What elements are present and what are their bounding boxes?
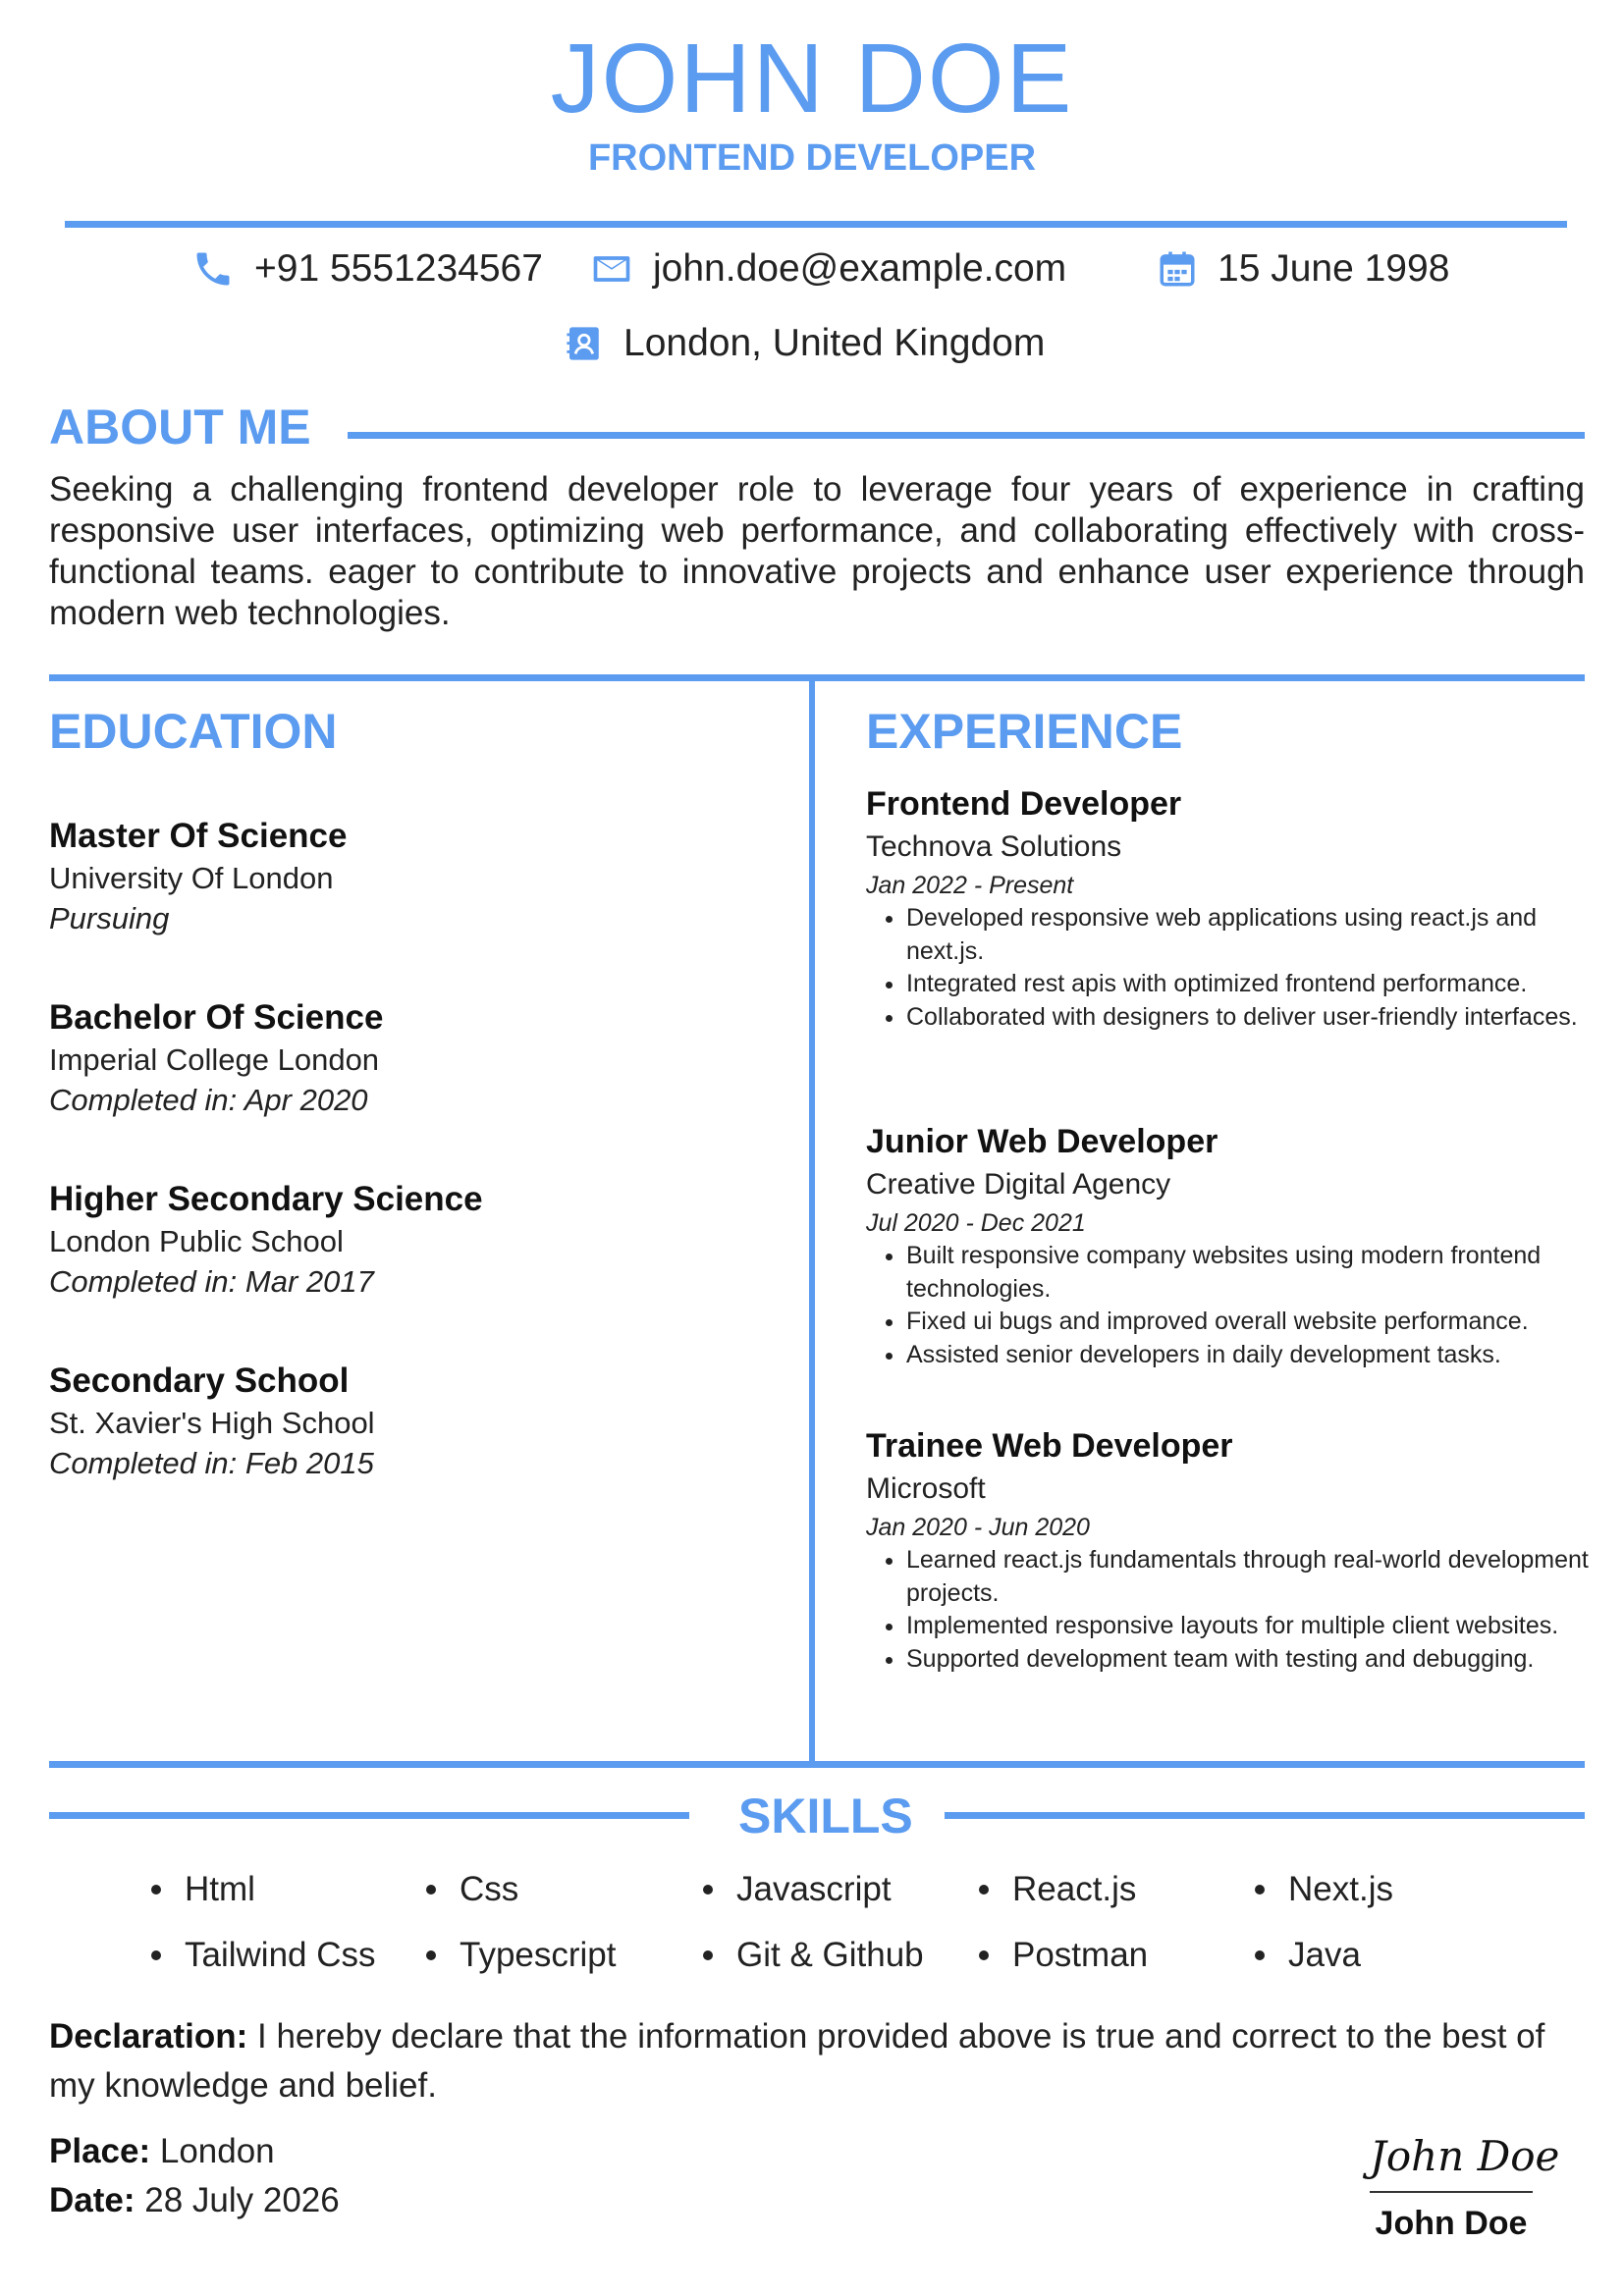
- calendar-icon: [1157, 247, 1198, 291]
- contact-email: [590, 247, 1066, 291]
- bullet-dot: [703, 1950, 713, 1960]
- declaration: [49, 2012, 1581, 2110]
- skill-item: [703, 1870, 892, 1909]
- declaration-text: I hereby declare that the information provided above is true and correct to the best of my knowledge and belief.: [49, 2017, 1545, 2105]
- place-value: London: [150, 2132, 275, 2170]
- experience-bullets: [866, 902, 1593, 1034]
- experience-bullet: • Integrated rest apis with optimized frontend performance.: [906, 968, 1593, 1001]
- experience-bullets: [866, 1240, 1593, 1371]
- skill-item: [151, 1870, 255, 1909]
- about-heading: ABOUT ME: [49, 400, 311, 454]
- education-item: [49, 996, 776, 1120]
- experience-company: Creative Digital Agency: [866, 1168, 1171, 1201]
- skill-item: [426, 1936, 617, 1975]
- skill-label: Git & Github: [736, 1936, 924, 1974]
- columns-top-divider: [49, 674, 1585, 681]
- skills-right-divider: [945, 1812, 1585, 1819]
- experience-dates: Jan 2022 - Present: [866, 872, 1074, 899]
- experience-bullet: • Assisted senior developers in daily development tasks.: [906, 1339, 1593, 1372]
- date-row: [49, 2181, 340, 2220]
- experience-dates: Jul 2020 - Dec 2021: [866, 1209, 1086, 1237]
- education-status: Completed in: Apr 2020: [49, 1083, 368, 1117]
- bullet-dot: [151, 1885, 161, 1895]
- date-of-birth: 15 June 1998: [1218, 247, 1450, 290]
- skill-label: Tailwind Css: [185, 1936, 376, 1974]
- job-title: FRONTEND DEVELOPER: [587, 137, 1037, 179]
- experience-role: Trainee Web Developer: [866, 1427, 1233, 1465]
- date-value: 28 July 2026: [135, 2181, 340, 2219]
- columns-vertical-divider: [809, 681, 815, 1761]
- skill-item: [1255, 1870, 1393, 1909]
- experience-item: [866, 782, 1593, 1034]
- education-item: [49, 815, 776, 938]
- email-address: john.doe@example.com: [653, 247, 1067, 290]
- skill-item: [979, 1870, 1136, 1909]
- candidate-name: JOHN DOE: [550, 24, 1074, 133]
- signature-name: John Doe: [1375, 2205, 1528, 2242]
- header-divider: [65, 221, 1567, 228]
- skill-label: Javascript: [736, 1870, 892, 1908]
- bullet-dot: [1255, 1885, 1265, 1895]
- skill-label: Java: [1288, 1936, 1361, 1974]
- education-degree: Master Of Science: [49, 817, 348, 855]
- declaration-label: Declaration:: [49, 2017, 248, 2056]
- education-degree: Higher Secondary Science: [49, 1180, 483, 1218]
- experience-bullet: • Collaborated with designers to deliver user-friendly interfaces.: [906, 1001, 1593, 1035]
- signature-script: John Doe: [1370, 2132, 1560, 2180]
- skill-item: [1255, 1936, 1361, 1975]
- bullet-dot: [979, 1950, 989, 1960]
- education-degree: Bachelor Of Science: [49, 998, 384, 1037]
- education-item: [49, 1360, 776, 1483]
- experience-company: Technova Solutions: [866, 830, 1122, 863]
- education-item: [49, 1178, 776, 1302]
- education-heading: EDUCATION: [49, 704, 338, 759]
- location-text: London, United Kingdom: [623, 322, 1046, 364]
- experience-dates: Jan 2020 - Jun 2020: [866, 1514, 1090, 1541]
- experience-item: [866, 1424, 1593, 1676]
- email-icon: [590, 247, 633, 291]
- bullet-dot: [703, 1885, 713, 1895]
- education-institution: University Of London: [49, 861, 334, 895]
- bullet-dot: [426, 1950, 436, 1960]
- contact-dob: [1157, 247, 1449, 291]
- skill-item: [426, 1870, 518, 1909]
- experience-bullet: • Fixed ui bugs and improved overall website performance.: [906, 1306, 1593, 1339]
- place-label: Place:: [49, 2132, 151, 2170]
- about-text: Seeking a challenging frontend developer role to leverage four years of experience in crafting responsive user interfaces, optimizing web performance, and collaborating effectively with cross-functional teams. eager to contribute to innovative projects and enhance user experience through modern web technologies.: [49, 470, 1585, 632]
- experience-company: Microsoft: [866, 1472, 986, 1505]
- date-label: Date:: [49, 2181, 135, 2219]
- skill-item: [151, 1936, 376, 1975]
- phone-number: +91 5551234567: [254, 247, 543, 290]
- skill-label: Css: [460, 1870, 519, 1908]
- columns-bottom-divider: [49, 1761, 1585, 1768]
- skill-label: Html: [185, 1870, 255, 1908]
- experience-role: Junior Web Developer: [866, 1123, 1218, 1160]
- experience-bullet: • Developed responsive web applications using react.js and next.js.: [906, 902, 1593, 968]
- contact-phone: [191, 247, 543, 291]
- bullet-dot: [979, 1885, 989, 1895]
- education-institution: St. Xavier's High School: [49, 1406, 375, 1440]
- skill-label: Postman: [1012, 1936, 1149, 1974]
- contact-location: [563, 322, 1045, 365]
- signature-line: [1370, 2191, 1533, 2193]
- skill-item: [703, 1936, 924, 1975]
- experience-role: Frontend Developer: [866, 785, 1182, 823]
- experience-bullet: • Implemented responsive layouts for multiple client websites.: [906, 1610, 1593, 1643]
- education-institution: London Public School: [49, 1224, 344, 1258]
- contact-card-icon: [563, 322, 604, 365]
- skill-item: [979, 1936, 1148, 1975]
- place-row: [49, 2132, 275, 2171]
- experience-item: [866, 1120, 1593, 1371]
- experience-bullet: • Learned react.js fundamentals through real-world development projects.: [906, 1544, 1593, 1610]
- phone-icon: [191, 247, 235, 291]
- skill-label: React.js: [1012, 1870, 1137, 1908]
- skills-heading: SKILLS: [738, 1789, 913, 1843]
- education-status: Pursuing: [49, 901, 170, 935]
- experience-bullet: • Built responsive company websites using modern frontend technologies.: [906, 1240, 1593, 1306]
- experience-bullets: [866, 1544, 1593, 1676]
- skill-label: Typescript: [460, 1936, 617, 1974]
- experience-bullet: • Supported development team with testing and debugging.: [906, 1643, 1593, 1677]
- education-status: Completed in: Feb 2015: [49, 1446, 374, 1480]
- skills-left-divider: [49, 1812, 689, 1819]
- bullet-dot: [426, 1885, 436, 1895]
- bullet-dot: [151, 1950, 161, 1960]
- education-status: Completed in: Mar 2017: [49, 1264, 374, 1299]
- education-degree: Secondary School: [49, 1362, 350, 1400]
- about-divider: [348, 432, 1585, 439]
- skill-label: Next.js: [1288, 1870, 1393, 1908]
- experience-heading: EXPERIENCE: [866, 704, 1183, 759]
- bullet-dot: [1255, 1950, 1265, 1960]
- education-institution: Imperial College London: [49, 1042, 380, 1077]
